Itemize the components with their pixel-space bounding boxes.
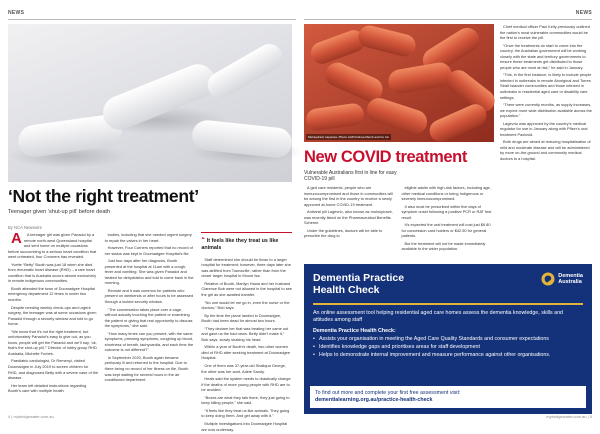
ad-title-line: Dementia Practice	[313, 272, 405, 284]
pills-photo	[8, 24, 292, 182]
paragraph: Paediatric cardiologist, Dr Remenyi, visited Doomadgee in July 2019 to screen children for RHD, and diagnosed Betty with a severe case of the disease.	[8, 358, 99, 381]
page-folio: mybridgewater.com.au | 5	[546, 414, 592, 419]
article-headline: ‘Not the right treatment’	[8, 186, 199, 206]
section-divider	[304, 19, 592, 20]
paragraph: Just four days after her diagnosis, Booth presented at the hospital at 11am with a cough, fever and vomiting. She was given Panadol and treated for dehydration and told to come back in the morning.	[104, 258, 194, 286]
paragraph: Her team left detailed instructions regarding Booth’s care with multiple health	[8, 382, 87, 394]
section-tag: NEWS	[575, 10, 592, 16]
lead-paragraph	[8, 232, 99, 260]
ad-subhead: Dementia Practice Health Check:	[313, 327, 396, 334]
ad-bullet-list	[313, 336, 583, 359]
article-body	[8, 232, 292, 434]
ad-title-line: Health Check	[313, 284, 380, 297]
article-column	[402, 185, 495, 254]
cta-link[interactable]: dementialearning.org.au/practice-health-check	[315, 397, 433, 404]
dementia-australia-logo	[541, 272, 583, 286]
ad-call-to-action[interactable]	[310, 386, 586, 408]
paragraph: “No one would let me go in, even the nurse or the doctors,” Bob says.	[201, 299, 290, 311]
paragraph: “Boxes are what they talk there, they just going to keep killing people,” she said.	[201, 394, 290, 406]
article-column	[105, 232, 196, 434]
paragraph: “This, in the first instance, is likely to include people infected in outbreaks in remote Aboriginal and Torres Strait Islander communities and those infected in outbreaks in residential aged care or disability care settings.	[500, 72, 592, 100]
paragraph: However, Four Corners reported that no record of her status was kept in Doomadgee Hospital’s file.	[104, 245, 193, 256]
capsules-illustration	[304, 24, 494, 142]
paragraph: In September 2020, Booth again became perilously ill and returned to the hospital. Due to there being no record of her illness on file, Booth was kept waiting for several hours in the air conditioned department.	[104, 354, 189, 383]
paragraph-text: A teenager girl was given Panadol by a remote north-west Queensland hospital and sent home on multiple occasions before succumbing to a serious heart condition that went untreated, four Coroners has revealed.	[8, 232, 97, 260]
paragraph: Within a year of Booth’s death, two other women died of RHD after seeking treatment at Doomadgee Hospital.	[201, 344, 291, 361]
article-byline: By NCA Newswire	[8, 225, 42, 230]
paragraph: “The conversation takes place over a cage, without actually touching the patient or examining the patient or giving that real opportunity to discuss the symptoms,” she said.	[104, 306, 193, 329]
left-page	[0, 0, 300, 432]
paragraph: One of them was 37-year-old Shaliqua George, the other was her aunt, Adele Sandy.	[201, 363, 286, 374]
cta-text: To find out more and complete your first free assessment visit:	[315, 390, 461, 397]
quote-mark-icon: “	[201, 237, 207, 244]
dementia-advertisement[interactable]	[304, 264, 592, 414]
paragraph: “They declare her that was treating her came out and gave us the bad news. Betty didn’t make it,” Bob says, slowly shaking his head.	[201, 325, 289, 342]
article-column	[304, 185, 397, 254]
logo-text	[558, 273, 583, 286]
paragraph: “It feels like they treat us like animals. They going to keep doing them. And get away with it.”	[201, 407, 290, 419]
logo-text-line: Dementia	[558, 272, 583, 279]
section-tag: NEWS	[8, 10, 25, 16]
drop-cap: A	[11, 230, 22, 247]
article-column	[201, 232, 292, 434]
paragraph: Chief medical officer Paul Kelly previously outlined the nation’s most vulnerable communities would be the first to receive the pill.	[500, 24, 590, 41]
paragraph: eligible adults with high-risk factors, including age, other medical conditions or being Indigenous or severely immunocompromised.	[401, 185, 491, 202]
paragraph: A ged care residents, people who are immunocompromised and those in communities will be among the first in the country to receive a newly approved at-home COVID-19 treatment.	[304, 185, 393, 207]
paragraph: bodies, including that she needed urgent surgery to repair the valves in her heart.	[104, 232, 192, 243]
article-column	[8, 232, 99, 434]
paragraph: Remote and it was common for patients who present on weekends or after hours to be assessed through a locked security window.	[104, 287, 194, 305]
pull-quote-text: It feels like they treat us like animals	[201, 238, 279, 252]
brain-logo-icon	[541, 272, 555, 286]
ad-intro: An online assessment tool helping residential aged care homes assess the dementia knowledge, skills and attitudes among staff	[313, 310, 563, 323]
ad-bullet: • Identifies knowledge gaps and prioritises areas for staff development	[313, 344, 583, 351]
paragraph: Both drugs are aimed at reducing hospitalisation of mild and moderate disease and will be administered by more on-the-ground and community medical doctors to a hospital.	[500, 139, 591, 162]
paragraph: “Once the treatments do start to come into the country, the Australian government will be working closely with the state and territory governments to ensure these treatments get distributed to those people who are most at risk,” he said in January.	[500, 42, 587, 70]
paragraph: But the treatment will not be made immediately available to the wider population.	[401, 240, 486, 252]
paragraph: Antiviral pill Lagevrio, also known as molnupiravir, was recently listed on the Pharmaceutical Benefits Scheme.	[304, 209, 393, 226]
article-standfirst: Teenager given ‘shut-up pill’ before death	[8, 209, 111, 215]
paragraph: Despite needing weekly check-ups and urgent surgery, the teenager was at some occasions given Panadol through a security window and told to go home.	[8, 304, 97, 327]
article-standfirst: Vulnerable Australians first in line for easy COVID-19 pill	[304, 170, 397, 183]
pill-shape	[203, 39, 287, 103]
ad-body	[304, 310, 592, 358]
paragraph: Multiple investigations into Doomadgee Hospital are now underway.	[201, 420, 288, 432]
paragraph: “How many times can you present, with the same symptoms, pressing symptoms, coughing up blood, shortness of breath, tachycardia, and each time the outcome is not different?”	[104, 330, 194, 353]
paragraph: Relative of Booth, Marilyn Hauia and her husband Clarence Bob were not allowed in the hospital to see the girl as she awaited transfer.	[201, 280, 292, 298]
paragraph: Lagevrio was approved by the country’s medical regulator for use in January along with Pfizer’s oral treatment Paxlovid.	[500, 120, 588, 137]
paragraph: It also must be prescribed within five days of symptom onset following a positive PCR or RAT test result.	[401, 203, 492, 220]
ad-divider	[313, 303, 583, 305]
ad-bullet: • Assists your organisation in meeting the Aged Care Quality Standards and consumer expectations	[313, 336, 583, 343]
section-divider	[8, 19, 296, 20]
logo-text-line: Australia	[558, 279, 582, 285]
paragraph: It’s expected the oral treatment will cost just $6.80 for concession card holders or $42.50 for general patients.	[401, 222, 491, 239]
paragraph: “There were currently months, as supply increases, we expect more wide distribution available across the population.”	[500, 102, 592, 119]
article-body	[304, 185, 494, 254]
covid-pills-photo	[304, 24, 494, 142]
article-column	[500, 24, 592, 164]
article-headline: New COVID treatment	[304, 148, 467, 166]
paragraph: Heals said the system needs to drastically change if the deaths of more young people with RHD are to be avoided.	[201, 376, 291, 393]
ad-bullet: • Helps to demonstrate internal improvement and measure performance against other organisations.	[313, 352, 583, 359]
ad-title	[313, 272, 404, 296]
page-folio: 4 | mybridgewater.com.au	[8, 414, 54, 419]
pull-quote	[201, 232, 292, 253]
paragraph: Yvette “Betty” Booth was just 18 when she died from rheumatic heart disease (RHD) – a rare heart condition that is Australia occurs almost exclusively in remote indigenous communities.	[8, 261, 97, 284]
right-page	[300, 0, 600, 424]
ad-header	[304, 264, 592, 296]
pills-illustration	[8, 24, 292, 182]
paragraph: Under the guidelines, doctors will be able to prescribe the drug to	[304, 227, 383, 239]
paragraph: “We know that it’s not the right treatment, but unfortunately Panadol’s easy to give out, as you know, people will get the Panadol and we’ll say, ‘ok, that’s the shut-up pill,’” Director of lobby group RHD Australia, Michelle Forbes.	[8, 328, 97, 356]
paragraph: Booth attended the town of Doomadgee Hospital emergency department 12 times in under two months.	[8, 285, 95, 303]
photo-credit: Molnupiravir capsules. Photo: AAP/Andrea Merck and Co Inc	[308, 135, 389, 139]
paragraph: Staff determined she should be flown to a larger hospital for treatment; however, three days later she was airlifted from Townsville, rather than from the closer larger hospital in Mount Isa.	[201, 256, 291, 279]
paragraph: By the time the plane landed in Doomadgee, Booth had been dead for almost two hours.	[201, 312, 282, 324]
